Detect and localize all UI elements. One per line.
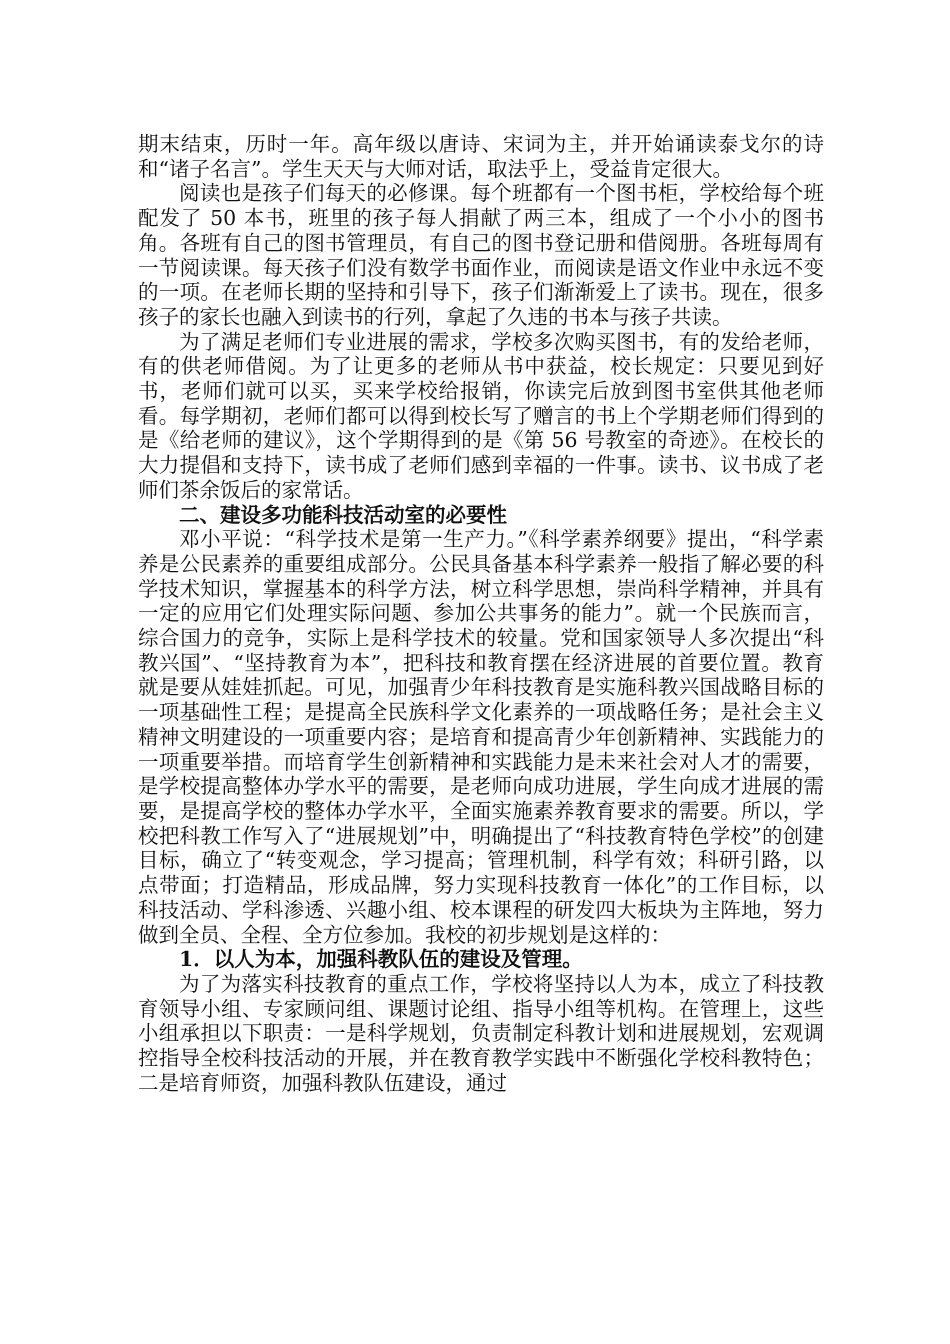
paragraph-teacher-books: 为了满足老师们专业进展的需求，学校多次购买图书，有的发给老师，有的供老师借阅。为了让更多的老师从书中获益，校长规定：只要见到好书，老师们就可以买，买来学校给报销，你读完后放到图书室供其他老师看。每学期初，老师们都可以得到校长写了赠言的书上个学期老师们得到的是《给老师的建议》，这个学期得到的是《第 56 号教室的奇迹》。在校长的大力提倡和支持下，读书成了老师们感到幸福的一件事。读书、议书成了老师们茶余饭后的家常话。 bbox=[138, 329, 824, 502]
subsection-heading-1: 1．以人为本，加强科教队伍的建设及管理。 bbox=[179, 947, 583, 972]
paragraph-continuation: 期末结束，历时一年。高年级以唐诗、宋词为主，并开始诵读泰戈尔的诗和“诸子名言”。学生天天与大师对话，取法乎上，受益肯定很大。 bbox=[138, 132, 824, 181]
paragraph-science-literacy: 邓小平说：“科学技术是第一生产力。”《科学素养纲要》提出，“科学素养是公民素养的重要组成部分。公民具备基本科学素养一般指了解必要的科学技术知识，掌握基本的科学方法，树立科学思想，崇尚科学精神，并具有一定的应用它们处理实际问题、参加公共事务的能力”。就一个民族而言，综合国力的竞争，实际上是科学技术的较量。党和国家领导人多次提出“科教兴国”、“坚持教育为本”，把科技和教育摆在经济进展的首要位置。教育就是要从娃娃抓起。可见，加强青少年科技教育是实施科教兴国战略目标的一项基础性工程；是提高全民族科学文化素养的一项战略任务；是社会主义精神文明建设的一项重要内容；是培育和提高青少年创新精神、实践能力的一项重要举措。而培育学生创新精神和实践能力是未来社会对人才的需要，是学校提高整体办学水平的需要，是老师向成功进展，学生向成才进展的需要，是提高学校的整体办学水平，全面实施素养教育要求的需要。所以，学校把科教工作写入了“进展规划”中，明确提出了“科技教育特色学校”的创建目标，确立了“转变观念，学习提高；管理机制，科学有效；科研引路，以点带面；打造精品，形成品牌，努力实现科技教育一体化”的工作目标，以科技活动、学科渗透、兴趣小组、校本课程的研发四大板块为主阵地，努力做到全员、全程、全方位参加。我校的初步规划是这样的： bbox=[138, 527, 824, 947]
document-page bbox=[138, 132, 824, 1095]
paragraph-team-management: 为了为落实科技教育的重点工作，学校将坚持以人为本，成立了科技教育领导小组、专家顾问组、课题讨论组、指导小组等机构。在管理上，这些小组承担以下职责：一是科学规划，负责制定科教计划和进展规划，宏观调控指导全校科技活动的开展，并在教育教学实践中不断强化学校科教特色；二是培育师资，加强科教队伍建设，通过 bbox=[138, 971, 824, 1095]
section-heading-2: 二、建设多功能科技活动室的必要性 bbox=[179, 502, 507, 527]
paragraph-reading-class: 阅读也是孩子们每天的必修课。每个班都有一个图书柜，学校给每个班配发了 50 本书，班里的孩子每人捐献了两三本，组成了一个小小的图书角。各班有自己的图书管理员，有自己的图书登记册和借阅册。各班每周有一节阅读课。每天孩子们没有数学书面作业，而阅读是语文作业中永远不变的一项。在老师长期的坚持和引导下，孩子们渐渐爱上了读书。现在，很多孩子的家长也融入到读书的行列，拿起了久违的书本与孩子共读。 bbox=[138, 181, 824, 329]
